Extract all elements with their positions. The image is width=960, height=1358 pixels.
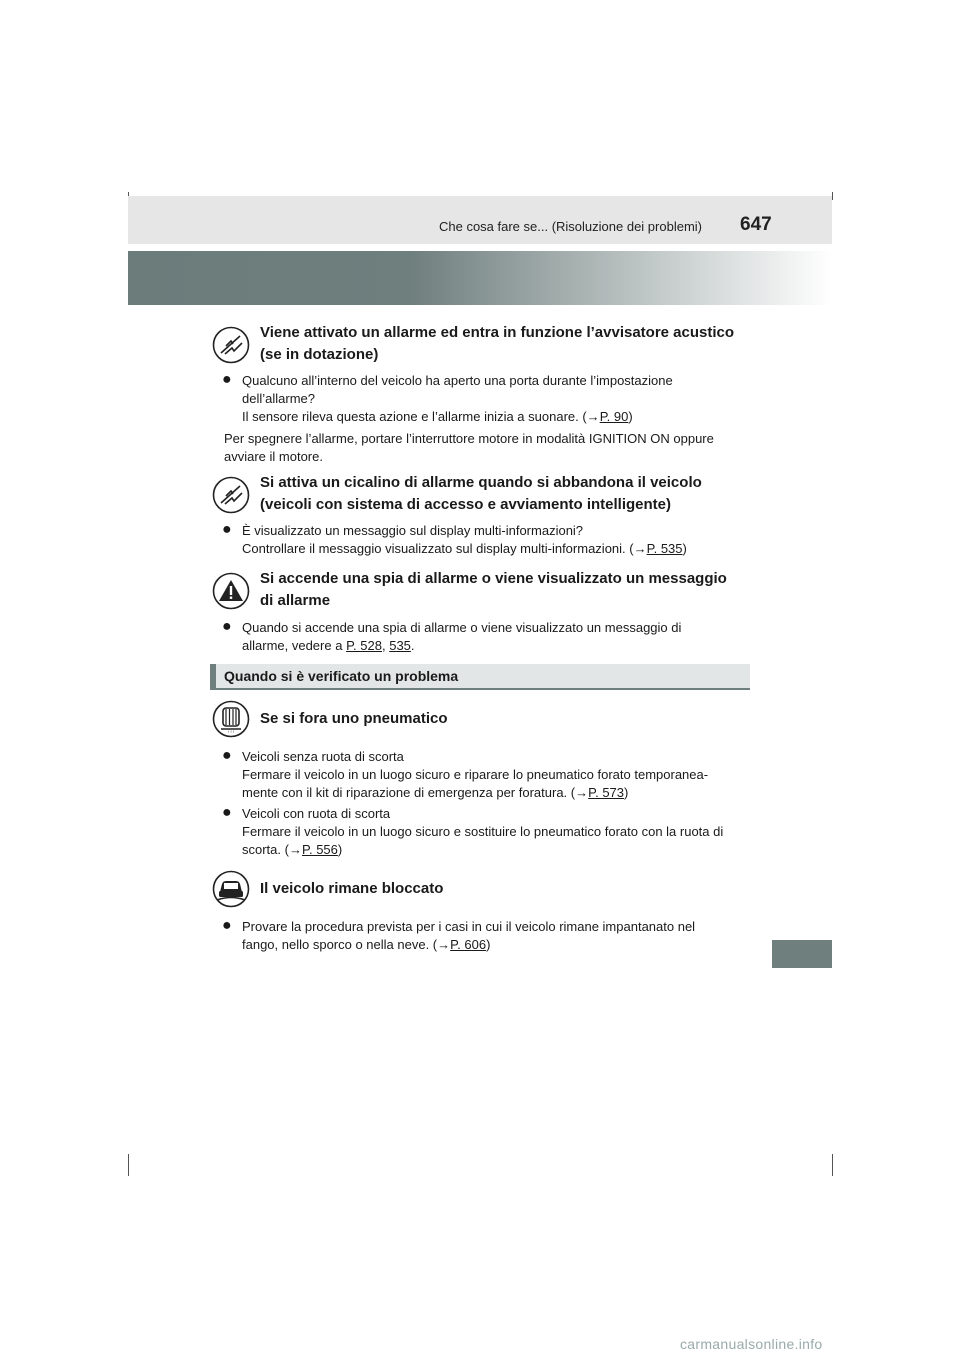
bullet-text: scorta. (→P. 556) — [242, 842, 343, 857]
paragraph-text: Per spegnere l’allarme, portare l’interruttore motore in modalità IGNITION ON oppure — [224, 431, 714, 446]
bullet-text: Qualcuno all’interno del veicolo ha aperto una porta durante l’impostazione — [242, 373, 673, 388]
section-heading: (veicoli con sistema di accesso e avviamento intelligente) — [260, 496, 671, 513]
page-reference-link[interactable]: P. 90 — [599, 409, 629, 424]
paragraph-text: avviare il motore. — [224, 449, 323, 464]
bullet-text: È visualizzato un messaggio sul display multi-informazioni? — [242, 523, 584, 538]
bullet-dot: ● — [222, 521, 232, 538]
warning-sound-icon — [212, 326, 250, 369]
bullet-text: mente con il kit di riparazione di emergenza per foratura. (→P. 573) — [242, 785, 629, 800]
crop-mark — [832, 1154, 833, 1176]
bullet-text: Controllare il messaggio visualizzato sul display multi-informazioni. (→P. 535) — [242, 541, 687, 556]
crop-mark — [832, 192, 833, 200]
bullet-dot: ● — [222, 917, 232, 934]
bullet-dot: ● — [222, 618, 232, 635]
bullet-text: fango, nello sporco o nella neve. (→P. 606) — [242, 937, 491, 952]
bullet-text: Veicoli senza ruota di scorta — [242, 749, 404, 764]
warning-sound-icon — [212, 476, 250, 519]
bullet-text: Provare la procedura prevista per i casi in cui il veicolo rimane impantanato nel — [242, 919, 696, 934]
page-reference-link[interactable]: P. 556 — [301, 842, 338, 857]
bullet-dot: ● — [222, 804, 232, 821]
bullet-dot: ● — [222, 747, 232, 764]
page-reference-link[interactable]: P. 573 — [588, 785, 625, 800]
section-bar-title: Quando si è verificato un problema — [224, 668, 459, 684]
stuck-vehicle-icon — [212, 870, 250, 913]
section-heading: di allarme — [260, 592, 331, 609]
page-reference-link[interactable]: P. 528 — [346, 638, 382, 653]
bullet-dot: ● — [222, 371, 232, 388]
bullet-text: Fermare il veicolo in un luogo sicuro e sostituire lo pneumatico forato con la ruota di — [242, 824, 724, 839]
watermark: carmanualsonline.info — [680, 1336, 823, 1352]
bullet-text: allarme, vedere a P. 528, 535. — [242, 638, 415, 653]
chapter-tab — [772, 940, 832, 968]
section-heading: Si attiva un cicalino di allarme quando si abbandona il veicolo — [260, 474, 702, 491]
section-heading: Viene attivato un allarme ed entra in funzione l’avvisatore acustico — [260, 324, 735, 341]
svg-text:! ! !: ! ! ! — [228, 729, 234, 734]
page-number: 647 — [740, 214, 772, 235]
chapter-banner — [128, 251, 832, 305]
bullet-text: Fermare il veicolo in un luogo sicuro e riparare lo pneumatico forato temporanea- — [242, 767, 709, 782]
section-heading: Il veicolo rimane bloccato — [260, 880, 444, 897]
page-reference-link[interactable]: P. 606 — [450, 937, 487, 952]
page-reference-link[interactable]: P. 535 — [646, 541, 683, 556]
flat-tire-icon — [212, 700, 250, 743]
bullet-text: Quando si accende una spia di allarme o viene visualizzato un messaggio di — [242, 620, 682, 635]
bullet-text: Veicoli con ruota di scorta — [242, 806, 391, 821]
section-heading: Se si fora uno pneumatico — [260, 710, 448, 727]
crop-mark — [128, 1154, 129, 1176]
bullet-text: dell’allarme? — [242, 391, 315, 406]
exclamation-warning-icon — [212, 572, 250, 615]
section-heading: (se in dotazione) — [260, 346, 379, 363]
section-bar-accent — [210, 664, 216, 690]
bullet-text: Il sensore rileva questa azione e l’allarme inizia a suonare. (→P. 90) — [242, 409, 633, 424]
header-title: Che cosa fare se... (Risoluzione dei problemi) — [438, 219, 702, 234]
page-reference-link[interactable]: 535 — [389, 638, 411, 653]
section-heading: Si accende una spia di allarme o viene visualizzato un messaggio — [260, 570, 727, 587]
